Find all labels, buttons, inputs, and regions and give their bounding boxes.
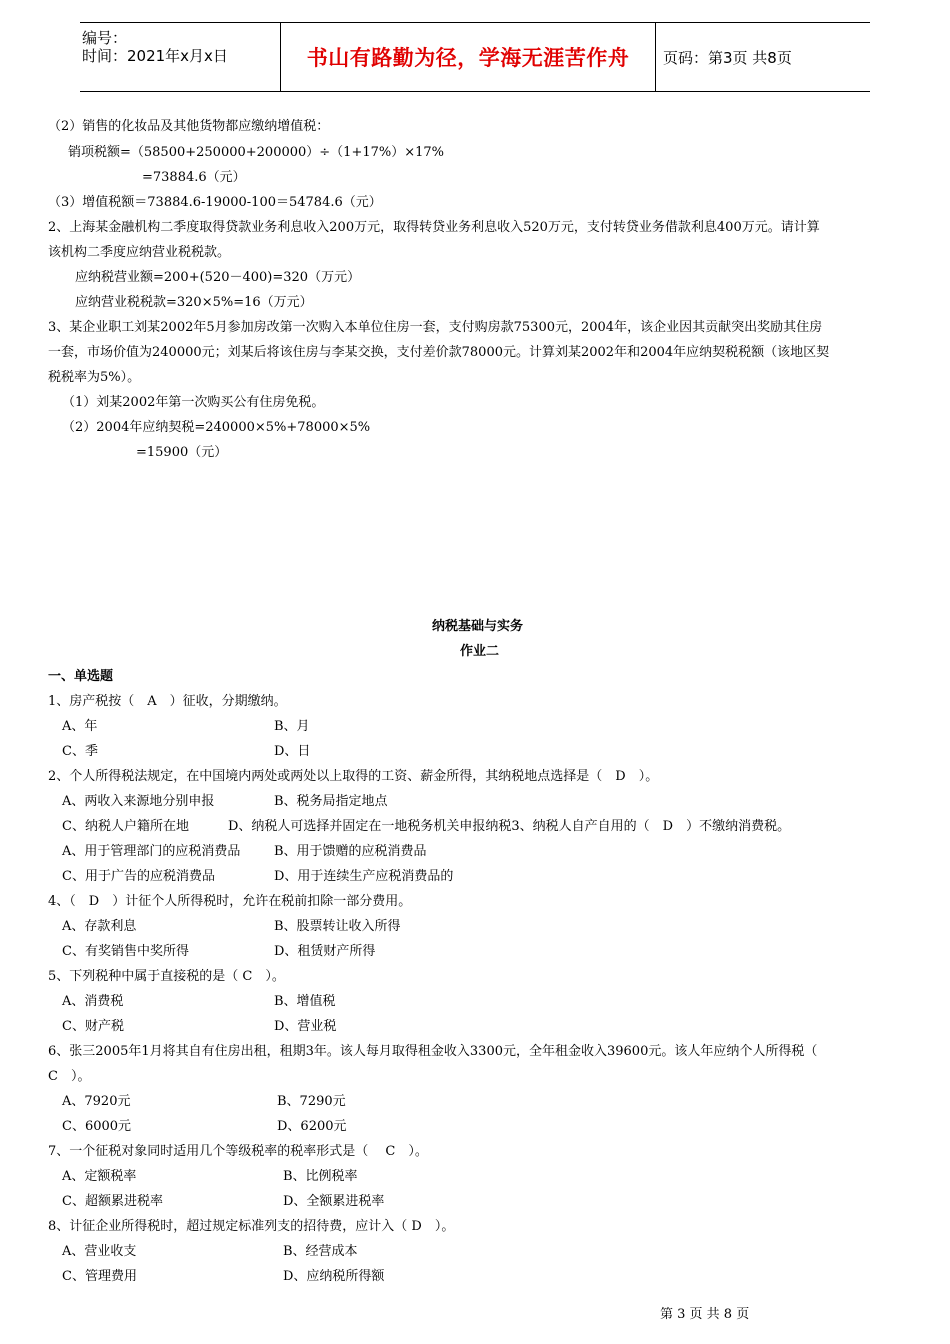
option-c: C、超额累进税率 [62,1194,163,1209]
option-cd-line: C、纳税人户籍所在地 D、纳税人可选择并固定在一地税务机关申报纳税3、纳税人自产自用的（ D ）不缴纳消费税。 [62,819,791,834]
section-heading: 一、单选题 [48,669,114,684]
option-a: A、年 [62,719,98,734]
option-a: A、两收入来源地分别申报 [62,794,215,809]
answer-line: （2）2004年应纳契税=240000×5%+78000×5% [62,420,371,435]
document-subtitle: 作业二 [460,644,500,659]
option-b: B、比例税率 [283,1169,358,1184]
option-a: A、消费税 [62,994,124,1009]
question-text: 4、（ D ）计征个人所得税时，允许在税前扣除一部分费用。 [48,894,412,909]
answer-line: 应纳税营业额=200+(520－400)=320（万元） [75,270,361,285]
option-c: C、管理费用 [62,1269,137,1284]
option-c: C、用于广告的应税消费品 [62,869,215,884]
question-text: 8、计征企业所得税时，超过规定标准列支的招待费，应计入（ D ）。 [48,1219,455,1234]
document-time-label: 时间：2021年x月x日 [82,47,228,65]
header-motto-cell [280,23,656,91]
answer-line: （3）增值税额＝73884.6-19000-100＝54784.6（元） [48,195,382,210]
header-page-info: 页码：第3页 共8页 [663,48,792,67]
option-c: C、6000元 [62,1119,132,1134]
question-text: 2、上海某金融机构二季度取得贷款业务利息收入200万元，取得转贷业务利息收入520万元，支付转贷业务借款利息400万元。请计算 [48,220,820,235]
question-text: 3、某企业职工刘某2002年5月参加房改第一次购入本单位住房一套，支付购房款75300元，2004年，该企业因其贡献突出奖励其住房 [48,320,823,335]
question-text: 税税率为5%）。 [48,370,141,385]
option-d: D、租赁财产所得 [274,944,376,959]
option-c: C、财产税 [62,1019,124,1034]
option-d: D、全额累进税率 [283,1194,385,1209]
answer-line: 应纳营业税税款=320×5%=16（万元） [75,295,313,310]
answer-line: =15900（元） [136,445,228,460]
option-a: A、用于管理部门的应税消费品 [62,844,241,859]
option-b: B、经营成本 [283,1244,358,1259]
option-d: D、日 [274,744,311,759]
question-text: 5、下列税种中属于直接税的是（ C ）。 [48,969,285,984]
question-text: 该机构二季度应纳营业税税款。 [48,245,231,260]
header-left-cell [80,23,280,91]
page-header [80,22,870,92]
option-c: C、季 [62,744,98,759]
answer-line: =73884.6（元） [142,170,246,185]
option-a: A、营业收支 [62,1244,137,1259]
option-b: B、7290元 [277,1094,346,1109]
question-text: 一套，市场价值为240000元；刘某后将该住房与李某交换，支付差价款78000元。计算刘某2002年和2004年应纳契税税额（该地区契 [48,345,830,360]
question-text: 7、一个征税对象同时适用几个等级税率的税率形式是（ C ）。 [48,1144,428,1159]
option-b: B、用于馈赠的应税消费品 [274,844,427,859]
answer-line: （1）刘某2002年第一次购买公有住房免税。 [62,395,325,410]
question-text: C ）。 [48,1069,91,1084]
question-text: 2、个人所得税法规定，在中国境内两处或两处以上取得的工资、薪金所得，其纳税地点选择是（ D ）。 [48,769,659,784]
question-text: 6、张三2005年1月将其自有住房出租，租期3年。该人每月取得租金收入3300元，全年租金收入39600元。该人年应纳个人所得税（ [48,1044,818,1059]
option-b: B、增值税 [274,994,336,1009]
option-a: A、定额税率 [62,1169,137,1184]
header-motto: 书山有路勤为径，学海无涯苦作舟 [306,46,630,70]
option-b: B、月 [274,719,310,734]
option-b: B、税务局指定地点 [274,794,388,809]
option-b: B、股票转让收入所得 [274,919,401,934]
page-footer: 第 3 页 共 8 页 [660,1307,750,1322]
option-d: D、6200元 [277,1119,347,1134]
header-page-cell [655,23,870,91]
question-text: 1、房产税按（ A ）征收，分期缴纳。 [48,694,287,709]
option-d: D、应纳税所得额 [283,1269,385,1284]
option-a: A、7920元 [62,1094,131,1109]
document-number-label: 编号： [82,29,128,47]
document-title: 纳税基础与实务 [432,619,524,634]
option-a: A、存款利息 [62,919,137,934]
option-d: D、用于连续生产应税消费品的 [274,869,454,884]
option-c: C、有奖销售中奖所得 [62,944,189,959]
answer-line: 销项税额=（58500+250000+200000）÷（1+17%）×17% [68,145,445,160]
option-d: D、营业税 [274,1019,337,1034]
answer-line: （2）销售的化妆品及其他货物都应缴纳增值税： [48,119,330,134]
